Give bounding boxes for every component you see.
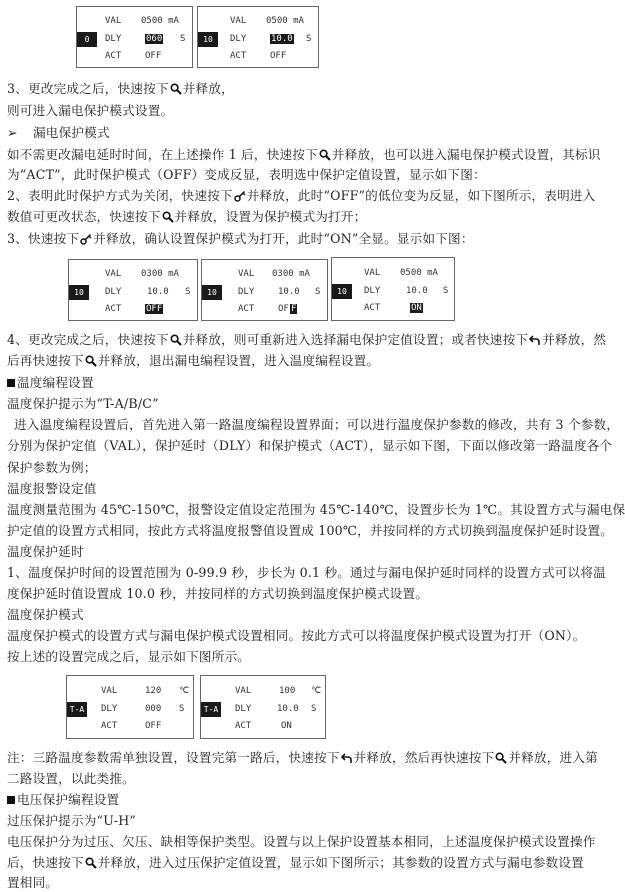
text-line: 如不需更改漏电延时时间，在上述操作 1 后，快速按下 并释放，也可以进入漏电保护模式设置，其标识 xyxy=(7,147,601,162)
val-value: 0300 mA xyxy=(141,269,179,279)
text-line: 注：三路温度参数需单独设置，设置完第一路后，快速按下 并释放，然后再快速按下 并释放，进入第 xyxy=(7,750,598,765)
dly-label: DLY xyxy=(364,286,381,296)
lcd-tag: 10 xyxy=(202,285,222,300)
search-icon xyxy=(319,149,331,161)
square-bullet-icon xyxy=(7,379,15,387)
text-line: 1、温度保护时间的设置范围为 0-99.9 秒，步长为 0.1 秒。通过与漏电保护延时同样的设置方式可以将温 xyxy=(7,565,606,580)
text-line: 电压保护分为过压、欠压、缺相等保护类型。设置与以上保护设置基本相同，上述温度保护模式设置操作 xyxy=(7,834,596,849)
val-label: VAL xyxy=(101,686,118,696)
dly-unit: S xyxy=(179,704,185,714)
dly-label: DLY xyxy=(238,287,255,297)
lcd-tag: T-A xyxy=(201,702,221,717)
text-line: 过压保护提示为“U-H” xyxy=(7,813,137,828)
text-line: 度保护延时值设置成 10.0 秒，并按同样的方式切换到温度保护模式设置。 xyxy=(7,586,429,601)
val-unit: ℃ xyxy=(311,686,322,696)
act-label: ACT xyxy=(364,303,381,313)
text-line: 温度报警设定值 xyxy=(7,481,97,496)
val-value: 0500 mA xyxy=(400,268,438,278)
search-icon xyxy=(85,857,97,869)
dly-label: DLY xyxy=(230,34,247,44)
val-label: VAL xyxy=(230,16,247,26)
text-line: 数值可更改状态，快速按下 并释放，设置为保护模式为打开； xyxy=(7,209,367,224)
search-icon xyxy=(170,334,182,346)
dly-value: 10.0 xyxy=(277,704,299,714)
back-icon xyxy=(341,752,353,764)
text-line: 4、更改完成之后，快速按下 并释放，则可重新进入选择漏电保护定值设置；或者快速按下 并释放，然 xyxy=(7,332,607,347)
text-line: 为“ACT”，此时保护模式（OFF）变成反显，表明选中保护定值设置，显示如下图： xyxy=(7,167,486,182)
val-label: VAL xyxy=(105,16,122,26)
act-label: ACT xyxy=(238,304,255,314)
text-line: 温度保护提示为“T-A/B/C” xyxy=(7,396,159,411)
dly-label: DLY xyxy=(105,34,122,44)
lcd-tag: 0 xyxy=(77,32,97,47)
val-label: VAL xyxy=(235,686,252,696)
val-value: 120 xyxy=(145,686,162,696)
dly-value: 10.0 xyxy=(406,286,428,296)
dly-unit: S xyxy=(185,287,191,297)
val-label: VAL xyxy=(364,268,381,278)
lcd-panel-mid3 xyxy=(331,257,455,321)
act-value: OFF xyxy=(145,51,162,61)
lcd-tag: 10 xyxy=(69,285,89,300)
act-label: ACT xyxy=(105,304,122,314)
act-label: ACT xyxy=(235,721,252,731)
dly-unit: S xyxy=(311,704,317,714)
act-label: ACT xyxy=(101,721,118,731)
text-line: 2、表明此时保护方式为关闭，快速按下 并释放，此时“OFF”的低位变为反显，如下图所示，表明进入 xyxy=(7,188,596,203)
act-value-high: OF xyxy=(278,304,289,314)
text-line: 分别为保护定值（VAL），保护延时（DLY）和保护模式（ACT），显示如下图，下面以修改第一路温度各个 xyxy=(7,438,613,453)
text-line: 进入温度编程设置后，首先进入第一路温度编程设置界面；可以进行温度保护参数的修改，共有 3 个参数， xyxy=(14,417,620,432)
act-value: ON xyxy=(411,303,422,313)
back-icon xyxy=(529,334,541,346)
search-icon xyxy=(170,83,182,95)
arrow-bullet-icon: ➢ xyxy=(7,125,18,140)
dly-label: DLY xyxy=(101,704,118,714)
text-line: 后，快速按下 并释放，进入过压保护定值设置，显示如下图所示；其参数的设置方式与漏电参数设置 xyxy=(7,855,584,870)
section-heading: 温度编程设置 xyxy=(7,374,94,392)
text-line: 3、更改完成之后，快速按下 并释放， xyxy=(7,81,234,96)
text-line: 3、快速按下 并释放，确认设置保护模式为打开，此时“ON”全显。显示如下图： xyxy=(7,231,474,246)
dly-unit: S xyxy=(315,287,321,297)
section-heading: 电压保护编程设置 xyxy=(7,791,119,809)
val-value: 100 xyxy=(279,686,296,696)
dly-unit: S xyxy=(306,34,312,44)
lcd-tag: T-A xyxy=(67,702,87,717)
text-line: 温度保护模式的设置方式与漏电保护模式设置相同。按此方式可以将温度保护模式设置为打开（ON）。 xyxy=(7,628,586,643)
text-line: 按上述的设置完成之后，显示如下图所示。 xyxy=(7,649,251,664)
text-line: 置相同。 xyxy=(7,875,59,890)
lcd-panel-bot2 xyxy=(200,675,326,739)
search-icon xyxy=(85,355,97,367)
text-line: 二路设置，以此类推。 xyxy=(7,771,135,786)
val-value: 0500 mA xyxy=(141,16,179,26)
lcd-panel-top2 xyxy=(197,6,319,68)
key-icon xyxy=(234,190,246,202)
val-value: 0300 mA xyxy=(272,269,310,279)
search-icon xyxy=(495,752,507,764)
dly-value: 060 xyxy=(146,34,163,44)
val-label: VAL xyxy=(105,269,122,279)
lcd-panel-top1 xyxy=(76,6,193,68)
act-value: OFF xyxy=(146,304,163,314)
dly-value: 10.0 xyxy=(278,287,300,297)
dly-unit: S xyxy=(180,34,186,44)
act-label: ACT xyxy=(230,51,247,61)
act-value: OFF xyxy=(145,721,162,731)
dly-value: 000 xyxy=(145,704,162,714)
act-value: ON xyxy=(281,721,292,731)
text-line: 后再快速按下 并释放，退出漏电编程设置，进入温度编程设置。 xyxy=(7,353,380,368)
dly-label: DLY xyxy=(235,704,252,714)
val-unit: ℃ xyxy=(179,686,190,696)
square-bullet-icon xyxy=(7,796,15,804)
val-value: 0500 mA xyxy=(266,16,304,26)
act-value: OFF xyxy=(270,51,287,61)
dly-label: DLY xyxy=(105,287,122,297)
section-heading: ➢ 漏电保护模式 xyxy=(7,125,110,140)
text-line: 温度保护延时 xyxy=(7,544,84,559)
dly-unit: S xyxy=(443,286,449,296)
text-line: 温度保护模式 xyxy=(7,607,84,622)
act-value-low: F xyxy=(291,304,297,314)
text-line: 温度测量范围为 45℃-150℃，报警设定值设定范围为 45℃-140℃，设置步长为 1℃。其设置方式与漏电保 xyxy=(7,502,625,517)
lcd-panel-mid1 xyxy=(68,259,198,321)
lcd-panel-bot1 xyxy=(66,675,194,739)
search-icon xyxy=(162,211,174,223)
lcd-tag: 10 xyxy=(198,32,218,47)
lcd-tag: 10 xyxy=(332,284,352,299)
dly-value: 10.0 xyxy=(271,34,293,44)
dly-value: 10.0 xyxy=(147,287,169,297)
text-line: 护定值的设置方式相同，按此方式将温度报警值设置成 100℃，并按同样的方式切换到温度保护延时设置。 xyxy=(7,523,614,538)
act-label: ACT xyxy=(105,51,122,61)
text-line: 则可进入漏电保护模式设置。 xyxy=(7,103,174,118)
text-line: 保护参数为例； xyxy=(7,460,97,475)
val-label: VAL xyxy=(238,269,255,279)
lcd-panel-mid2 xyxy=(201,259,328,321)
key-icon xyxy=(80,233,92,245)
